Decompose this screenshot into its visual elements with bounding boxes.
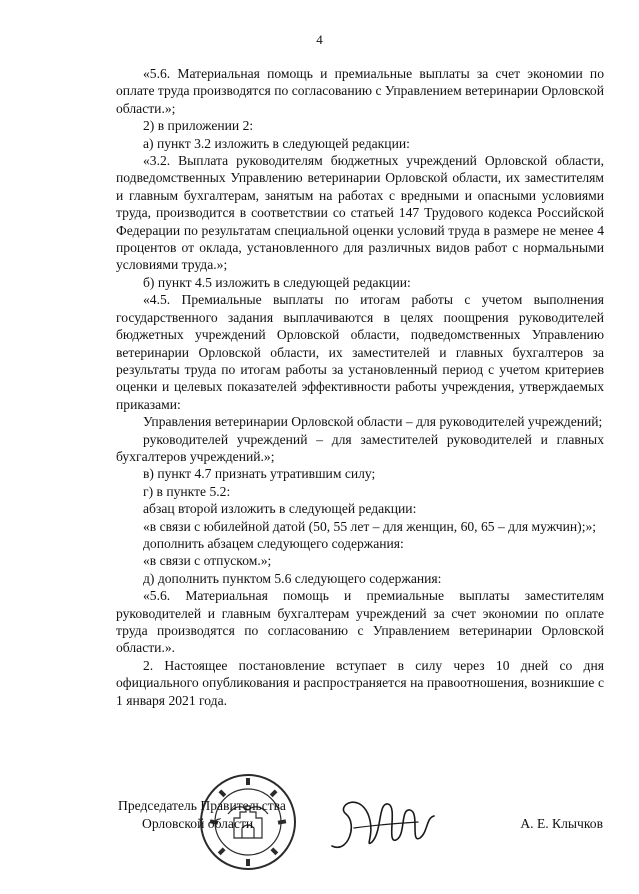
handwritten-signature-icon (328, 784, 438, 864)
paragraph: а) пункт 3.2 изложить в следующей редакции: (143, 135, 410, 151)
paragraph: д) дополнить пунктом 5.6 следующего содержания: (143, 570, 442, 586)
paragraph: б) пункт 4.5 изложить в следующей редакции: (143, 274, 411, 290)
paragraph: 2. Настоящее постановление вступает в силу через 10 дней со дня официального опубликования и распространяется на правоотношения, возникшие с 1 января 2021 года. (116, 657, 604, 708)
paragraph: Управления ветеринарии Орловской области – для руководителей учреждений; (143, 414, 603, 430)
paragraph: г) в пункте 5.2: (143, 483, 231, 499)
signatory-title-line1: Председатель Правительства (118, 798, 286, 813)
document-body (116, 65, 604, 709)
signatory-title-line2: Орловской области (142, 816, 254, 831)
paragraph: абзац второй изложить в следующей редакции: (143, 501, 417, 517)
paragraph: «3.2. Выплата руководителям бюджетных учреждений Орловской области, подведомственных Управлению ветеринарии Орловской области, их заместителям и главным бухгалтерам, занятым на работах с вредными и опасными условиями труда, производится в соответствии со статьей 147 Трудового кодекса Российской Федерации по результатам специальной оценки условий труда в размере не менее 4 процентов от оклада, установленного для различных видов работ с нормальными условиями труда.»; (116, 153, 604, 273)
signature-block (0, 772, 639, 894)
paragraph: 2) в приложении 2: (143, 118, 254, 134)
paragraph: дополнить абзацем следующего содержания: (143, 535, 404, 551)
paragraph: «4.5. Премиальные выплаты по итогам работы с учетом выполнения государственного задания выплачиваются в целях поощрения руководителей бюджетных учреждений Орловской области, подведомственных Управлению ветеринарии Орловской области, их заместителей и главных бухгалтеров за результаты труда по итогам работы за установленный период с учетом критериев оценки и целевых показателей эффективности работы учреждения, утверждаемых приказами: (116, 292, 604, 412)
page-number: 4 (316, 32, 323, 47)
signatory-name: А. Е. Клычков (520, 816, 603, 831)
paragraph: «5.6. Материальная помощь и премиальные выплаты заместителям руководителей и главным бухгалтерам учреждений за счет экономии по оплате труда производятся по согласованию с Управлением ветеринарии Орловской области.». (116, 588, 604, 656)
paragraph: «в связи с юбилейной датой (50, 55 лет – для женщин, 60, 65 – для мужчин);»; (143, 518, 597, 534)
paragraph: «в связи с отпуском.»; (143, 553, 272, 569)
paragraph: руководителей учреждений – для заместителей руководителей и главных бухгалтеров учреждений.»; (116, 431, 604, 464)
paragraph: «5.6. Материальная помощь и премиальные выплаты за счет экономии по оплате труда производятся по согласованию с Управлением ветеринарии Орловской области.»; (116, 66, 604, 116)
paragraph: в) пункт 4.7 признать утратившим силу; (143, 466, 376, 482)
